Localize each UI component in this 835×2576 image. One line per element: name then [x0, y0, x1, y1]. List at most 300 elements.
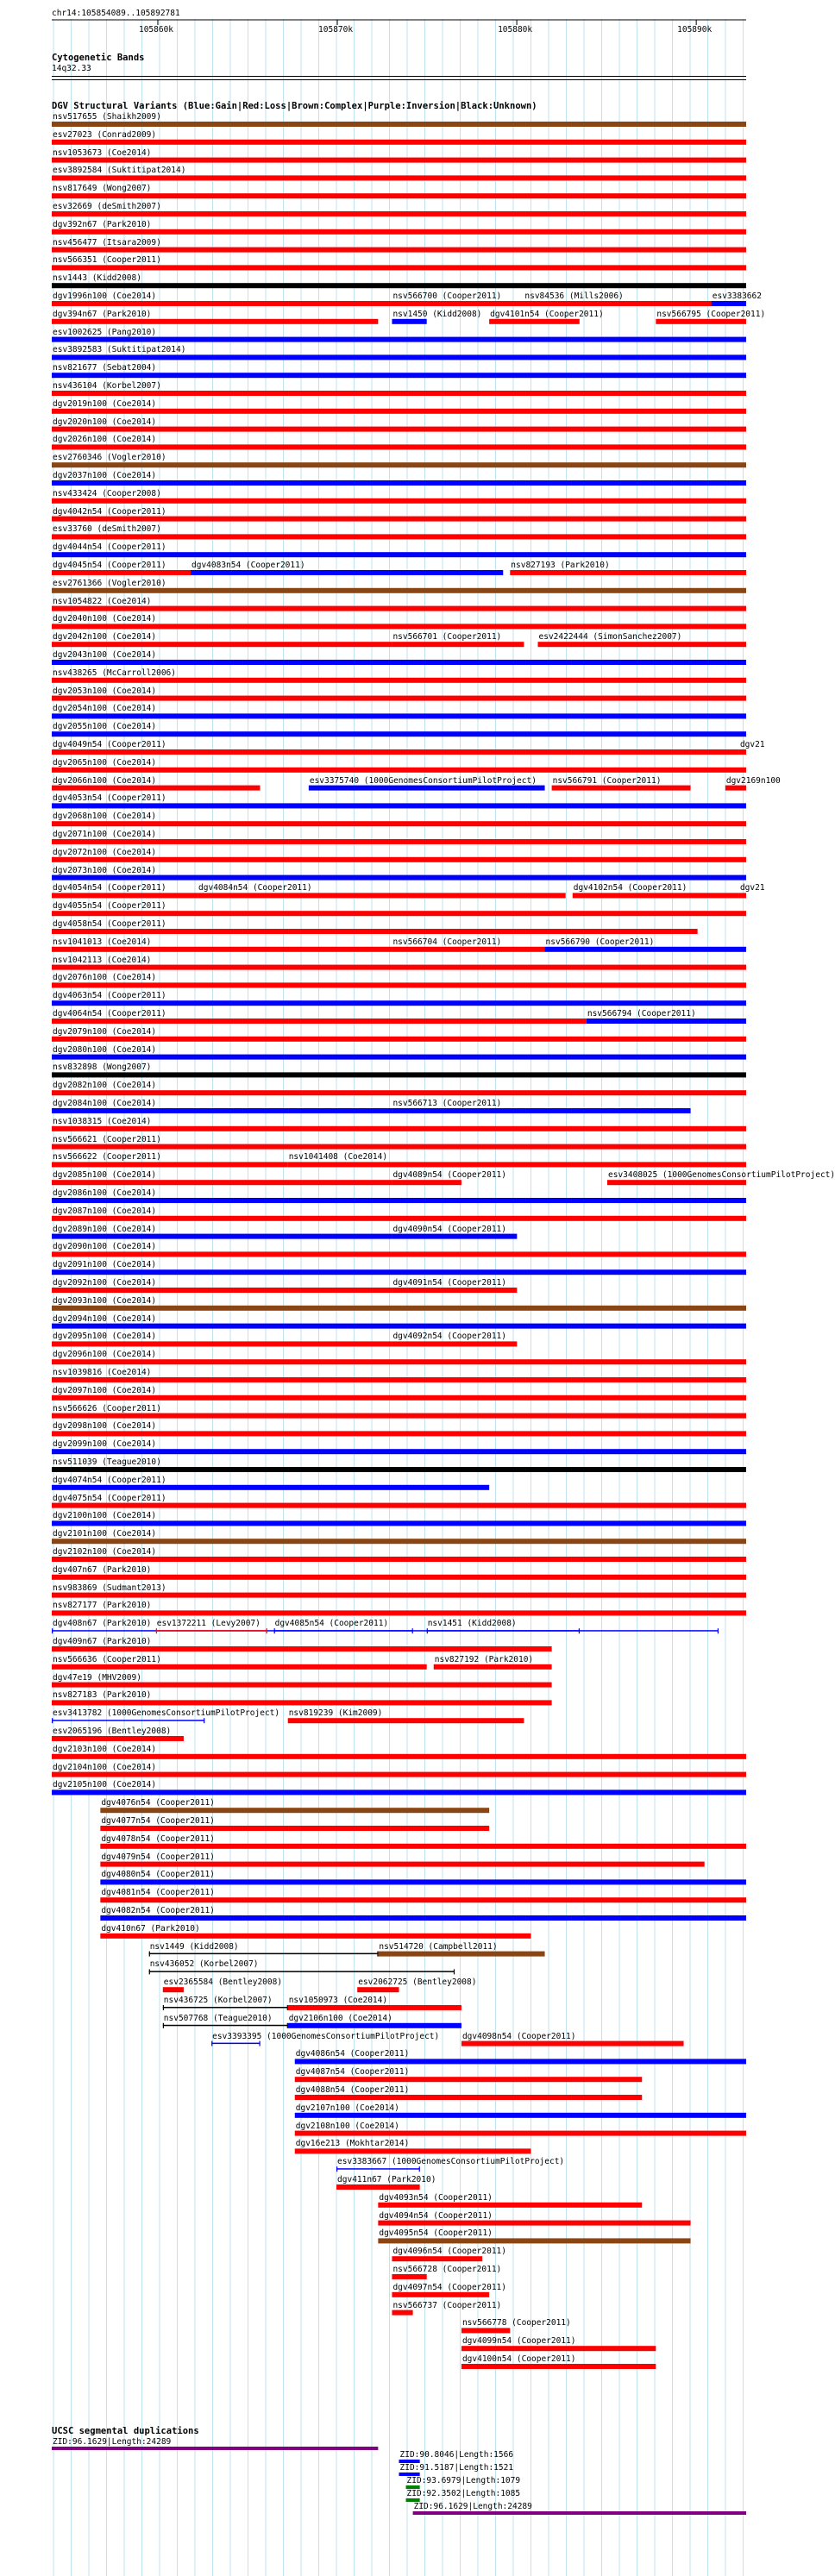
variant-bar[interactable]	[538, 642, 747, 647]
variant-label: dgv4091n54 (Cooper2011)	[392, 1278, 506, 1288]
variant-bar[interactable]	[295, 2095, 643, 2100]
variant-bar[interactable]	[52, 821, 746, 826]
variant-label: dgv4080n54 (Cooper2011)	[101, 1870, 215, 1880]
variant-bar[interactable]	[52, 1359, 746, 1364]
variant-bar[interactable]	[378, 1952, 544, 1957]
variant-label: esv1372211 (Levy2007)	[156, 1619, 261, 1629]
variant-label: nsv507768 (Teague2010)	[163, 2013, 273, 2023]
variant-bar[interactable]	[100, 1897, 746, 1902]
variant-bar[interactable]	[725, 786, 746, 791]
variant-bar[interactable]	[52, 1180, 392, 1185]
variant-bar[interactable]	[510, 570, 746, 575]
variant-bar[interactable]	[52, 786, 261, 791]
variant-label: nsv1042113 (Coe2014)	[53, 955, 152, 965]
variant-bar[interactable]	[288, 2023, 461, 2028]
variant-bar[interactable]	[52, 588, 746, 593]
variant-bar[interactable]	[545, 947, 746, 952]
variant-label: dgv2105n100 (Coe2014)	[53, 1780, 157, 1790]
variant-label: dgv2040n100 (Coe2014)	[53, 614, 157, 624]
ruler-tick-label: 105860k	[138, 25, 174, 34]
variant-label: dgv4088n54 (Cooper2011)	[295, 2085, 410, 2095]
variant-label: dgv4042n54 (Cooper2011)	[53, 506, 166, 517]
variant-label: dgv411n67 (Park2010)	[337, 2175, 436, 2184]
variant-label: dgv4055n54 (Cooper2011)	[53, 901, 166, 912]
variant-label: esv3413782 (1000GenomesConsortiumPilotProject)	[53, 1708, 280, 1719]
variant-bar[interactable]	[52, 122, 746, 127]
variant-bar[interactable]	[309, 786, 545, 791]
variant-bar[interactable]	[52, 1198, 746, 1203]
variant-label: nsv566728 (Cooper2011)	[392, 2265, 502, 2274]
variant-bar[interactable]	[52, 354, 746, 360]
variant-bar[interactable]	[52, 696, 746, 701]
variant-bar[interactable]	[489, 319, 580, 324]
variant-label: nsv1053673 (Coe2014)	[53, 147, 152, 158]
variant-bar[interactable]	[149, 1971, 455, 1972]
variant-bar[interactable]	[52, 1539, 746, 1544]
variant-bar[interactable]	[52, 337, 746, 342]
variant-label: dgv4064n54 (Cooper2011)	[53, 1009, 166, 1018]
variant-bar[interactable]	[607, 1180, 746, 1185]
segdup-bar[interactable]	[52, 2447, 378, 2450]
variant-label: dgv2026n100 (Coe2014)	[53, 435, 157, 445]
variant-bar[interactable]	[52, 444, 746, 449]
variant-bar[interactable]	[392, 642, 524, 647]
variant-label: nsv1041408 (Coe2014)	[288, 1152, 388, 1163]
variant-label: dgv2097n100 (Coe2014)	[53, 1385, 157, 1395]
segdup-track-header: UCSC segmental duplications	[52, 2426, 199, 2436]
variant-bar[interactable]	[52, 517, 746, 522]
variant-bar[interactable]	[378, 2238, 690, 2243]
segdup-label: ZID:93.6979|Length:1079	[406, 2476, 521, 2485]
variant-bar[interactable]	[434, 1664, 552, 1670]
variant-label: dgv4093n54 (Cooper2011)	[379, 2192, 493, 2203]
variant-label: dgv4045n54 (Cooper2011)	[53, 561, 166, 570]
variant-label: dgv2098n100 (Coe2014)	[53, 1421, 157, 1432]
variant-bar[interactable]	[52, 1377, 746, 1382]
variant-label: dgv409n67 (Park2010)	[53, 1637, 152, 1646]
variant-bar[interactable]	[52, 893, 198, 898]
variant-label: dgv4082n54 (Cooper2011)	[101, 1906, 215, 1915]
variant-bar[interactable]	[52, 283, 746, 288]
variant-label: dgv16e213 (Mokhtar2014)	[295, 2139, 410, 2149]
variant-bar[interactable]	[336, 2168, 420, 2170]
variant-bar[interactable]	[52, 1575, 746, 1580]
variant-bar[interactable]	[295, 2059, 746, 2064]
variant-bar[interactable]	[52, 1557, 746, 1562]
variant-bar[interactable]	[52, 768, 746, 773]
variant-label: dgv2020n100 (Coe2014)	[53, 417, 157, 427]
variant-label: nsv514720 (Campbell2011)	[379, 1941, 498, 1952]
variant-bar[interactable]	[461, 2364, 656, 2369]
variant-label: dgv1996n100 (Coe2014)	[53, 291, 157, 301]
variant-bar[interactable]	[295, 2131, 746, 2136]
variant-bar[interactable]	[52, 211, 746, 216]
variant-label: nsv1443 (Kidd2008)	[53, 273, 141, 284]
variant-bar[interactable]	[52, 1789, 746, 1795]
variant-label: nsv566794 (Cooper2011)	[587, 1009, 696, 1018]
variant-bar[interactable]	[52, 1736, 184, 1741]
variant-bar[interactable]	[739, 749, 746, 755]
variant-bar[interactable]	[52, 1126, 746, 1131]
variant-bar[interactable]	[52, 534, 746, 539]
variant-label: esv2422444 (SimonSanchez2007)	[538, 632, 682, 642]
variant-bar[interactable]	[52, 1449, 746, 1454]
variant-label: esv3892584 (Suktitipat2014)	[53, 166, 186, 176]
variant-label: dgv410n67 (Park2010)	[101, 1923, 200, 1934]
variant-bar[interactable]	[52, 965, 746, 970]
variant-label: dgv4044n54 (Cooper2011)	[53, 542, 166, 553]
variant-bar[interactable]	[100, 1915, 746, 1921]
variant-bar[interactable]	[739, 893, 746, 898]
variant-bar[interactable]	[52, 1000, 746, 1006]
variant-label: dgv2066n100 (Coe2014)	[53, 775, 157, 786]
variant-bar[interactable]	[392, 1234, 517, 1239]
variant-bar[interactable]	[52, 248, 746, 253]
variant-label: dgv4084n54 (Cooper2011)	[198, 883, 312, 893]
variant-label: dgv4054n54 (Cooper2011)	[53, 883, 166, 893]
variant-label: dgv4049n54 (Cooper2011)	[53, 740, 166, 749]
variant-bar[interactable]	[392, 1108, 690, 1113]
variant-label: dgv394n67 (Park2010)	[53, 309, 152, 319]
cytoband-header: Cytogenetic Bands	[52, 53, 145, 63]
variant-bar[interactable]	[52, 409, 746, 414]
variant-bar[interactable]	[52, 1288, 392, 1293]
variant-bar[interactable]	[52, 1324, 746, 1329]
variant-label: dgv408n67 (Park2010)	[53, 1619, 152, 1629]
variant-label: nsv983869 (Sudmant2013)	[53, 1583, 166, 1593]
variant-label: nsv436052 (Korbel2007)	[149, 1959, 259, 1970]
variant-bar[interactable]	[52, 749, 739, 755]
variant-bar[interactable]	[295, 2077, 643, 2082]
variant-bar[interactable]	[587, 1018, 746, 1024]
variant-bar[interactable]	[52, 1593, 746, 1598]
variant-label: dgv2072n100 (Coe2014)	[53, 847, 157, 857]
variant-bar[interactable]	[288, 1162, 746, 1167]
variant-bar[interactable]	[392, 2256, 482, 2261]
variant-bar[interactable]	[163, 2025, 288, 2027]
variant-bar[interactable]	[52, 1700, 552, 1705]
variant-bar[interactable]	[288, 1718, 524, 1723]
variant-bar[interactable]	[52, 140, 746, 145]
variant-label: nsv821677 (Sebat2004)	[53, 363, 157, 373]
variant-bar[interactable]	[712, 301, 746, 306]
variant-label: esv3375740 (1000GenomesConsortiumPilotProject)	[309, 775, 537, 786]
variant-label: esv1002625 (Pang2010)	[53, 327, 157, 337]
variant-label: nsv566701 (Cooper2011)	[392, 632, 502, 642]
variant-bar[interactable]	[295, 2113, 746, 2118]
variant-label: dgv4097n54 (Cooper2011)	[392, 2282, 506, 2292]
variant-bar[interactable]	[163, 2007, 288, 2009]
variant-label: esv3408025 (1000GenomesConsortiumPilotProject)	[608, 1170, 835, 1181]
variant-bar[interactable]	[100, 1844, 746, 1849]
variant-bar[interactable]	[461, 2328, 510, 2333]
variant-bar[interactable]	[427, 1630, 580, 1632]
variant-label: esv3892583 (Suktitipat2014)	[53, 345, 186, 355]
variant-bar[interactable]	[524, 301, 593, 306]
variant-bar[interactable]	[52, 678, 746, 683]
variant-label: dgv2079n100 (Coe2014)	[53, 1026, 157, 1037]
variant-label: nsv438265 (McCarroll2006)	[53, 668, 176, 678]
variant-bar[interactable]	[378, 2203, 642, 2208]
variant-label: nsv517655 (Shaikh2009)	[53, 112, 161, 122]
variant-bar[interactable]	[52, 1037, 746, 1042]
variant-bar[interactable]	[52, 480, 746, 486]
variant-label: dgv47e19 (MHV2009)	[53, 1672, 141, 1683]
variant-bar[interactable]	[52, 1251, 746, 1257]
variant-bar[interactable]	[52, 803, 746, 808]
variant-bar[interactable]	[100, 1862, 704, 1867]
variant-label: dgv2053n100 (Coe2014)	[53, 686, 157, 696]
variant-label: nsv566622 (Cooper2011)	[53, 1152, 161, 1163]
variant-label: dgv4094n54 (Cooper2011)	[379, 2210, 493, 2221]
variant-label: dgv2019n100 (Coe2014)	[53, 398, 157, 409]
variant-bar[interactable]	[52, 1610, 746, 1615]
variant-label: dgv4096n54 (Cooper2011)	[392, 2247, 506, 2257]
variant-bar[interactable]	[52, 1216, 746, 1221]
variant-bar[interactable]	[392, 301, 489, 306]
variant-label: dgv4085n54 (Cooper2011)	[274, 1619, 389, 1629]
variant-label: dgv2037n100 (Coe2014)	[53, 471, 157, 480]
variant-bar[interactable]	[52, 857, 746, 862]
variant-bar[interactable]	[52, 427, 746, 432]
variant-bar[interactable]	[461, 2041, 684, 2046]
position-label: chr14:105854089..105892781	[52, 9, 180, 18]
variant-label: dgv2071n100 (Coe2014)	[53, 830, 157, 839]
variant-label: dgv4095n54 (Cooper2011)	[379, 2228, 493, 2239]
variant-bar[interactable]	[52, 1754, 746, 1759]
variant-label: dgv2065n100 (Coe2014)	[53, 757, 157, 768]
variant-bar[interactable]	[52, 1485, 489, 1490]
variant-bar[interactable]	[52, 391, 746, 396]
variant-bar[interactable]	[392, 1341, 517, 1346]
variant-label: dgv2099n100 (Coe2014)	[53, 1439, 157, 1450]
variant-bar[interactable]	[52, 1520, 746, 1526]
variant-label: dgv4053n54 (Cooper2011)	[53, 793, 166, 804]
variant-bar[interactable]	[52, 1664, 427, 1670]
variant-bar[interactable]	[52, 1162, 288, 1167]
variant-label: dgv2102n100 (Coe2014)	[53, 1547, 157, 1557]
variant-bar[interactable]	[295, 2148, 531, 2153]
variant-label: nsv566700 (Cooper2011)	[392, 291, 502, 301]
variant-bar[interactable]	[392, 1288, 517, 1293]
variant-bar[interactable]	[52, 1503, 746, 1508]
variant-label: dgv4081n54 (Cooper2011)	[101, 1888, 215, 1898]
variant-bar[interactable]	[149, 1953, 379, 1955]
cytoband-label: 14q32.33	[52, 64, 91, 73]
variant-label: dgv2054n100 (Coe2014)	[53, 704, 157, 714]
variant-label: dgv4102n54 (Cooper2011)	[573, 883, 687, 893]
variant-bar[interactable]	[357, 1987, 399, 1992]
variant-label: dgv2094n100 (Coe2014)	[53, 1313, 157, 1324]
variant-label: nsv827192 (Park2010)	[434, 1654, 534, 1664]
variant-label: nsv827183 (Park2010)	[53, 1690, 152, 1701]
variant-bar[interactable]	[52, 1234, 392, 1239]
variant-label: dgv2073n100 (Coe2014)	[53, 865, 157, 875]
variant-bar[interactable]	[52, 875, 746, 881]
variant-bar[interactable]	[52, 929, 698, 934]
variant-label: nsv566626 (Cooper2011)	[53, 1403, 161, 1413]
variant-label: dgv2108n100 (Coe2014)	[295, 2121, 399, 2131]
variant-bar[interactable]	[52, 1072, 746, 1077]
variant-bar[interactable]	[52, 1306, 746, 1311]
variant-bar[interactable]	[573, 893, 739, 898]
variant-label: esv3393395 (1000GenomesConsortiumPilotProject)	[212, 2031, 440, 2041]
variant-label: dgv2084n100 (Coe2014)	[53, 1099, 157, 1108]
ruler-tick-label: 105870k	[318, 25, 354, 34]
variant-bar[interactable]	[52, 193, 746, 198]
variant-label: nsv1451 (Kidd2008)	[427, 1619, 517, 1629]
variant-bar[interactable]	[52, 1720, 204, 1721]
variant-bar[interactable]	[100, 1826, 489, 1831]
variant-label: nsv1054822 (Coe2014)	[53, 596, 152, 606]
variant-label: dgv4077n54 (Cooper2011)	[101, 1816, 215, 1826]
variant-bar[interactable]	[198, 893, 566, 898]
variant-label: dgv2043n100 (Coe2014)	[53, 650, 157, 660]
variant-label: nsv832898 (Wong2007)	[53, 1062, 152, 1073]
variant-label: nsv827193 (Park2010)	[511, 561, 610, 570]
variant-bar[interactable]	[392, 947, 544, 952]
variant-bar[interactable]	[163, 1987, 184, 1992]
segdup-label: ZID:96.1629|Length:24289	[413, 2502, 532, 2511]
variant-bar[interactable]	[52, 1018, 587, 1024]
variant-label: dgv4087n54 (Cooper2011)	[295, 2067, 410, 2078]
variant-bar[interactable]	[52, 175, 746, 180]
variant-bar[interactable]	[52, 1395, 746, 1401]
variant-bar[interactable]	[52, 713, 746, 718]
variant-bar[interactable]	[52, 911, 746, 916]
variant-bar[interactable]	[52, 1646, 552, 1652]
variant-bar[interactable]	[52, 1467, 746, 1472]
variant-label: dgv2055n100 (Coe2014)	[53, 722, 157, 732]
variant-label: dgv2093n100 (Coe2014)	[53, 1295, 157, 1306]
variant-bar[interactable]	[52, 373, 746, 378]
cytoband-line-2	[52, 79, 746, 80]
variant-label: esv2760346 (Vogler2010)	[53, 453, 166, 463]
variant-bar[interactable]	[52, 982, 746, 987]
variant-bar[interactable]	[52, 1413, 746, 1419]
variant-label: dgv21	[739, 740, 765, 749]
variant-bar[interactable]	[52, 319, 378, 324]
variant-label: dgv2076n100 (Coe2014)	[53, 973, 157, 983]
variant-label: dgv4058n54 (Cooper2011)	[53, 919, 166, 929]
variant-label: dgv4101n54 (Cooper2011)	[490, 309, 604, 319]
variant-bar[interactable]	[52, 1683, 552, 1688]
variant-label: nsv456477 (Itsara2009)	[53, 237, 161, 248]
variant-bar[interactable]	[52, 265, 746, 270]
variant-bar[interactable]	[52, 462, 746, 467]
variant-label: dgv4075n54 (Cooper2011)	[53, 1493, 166, 1503]
variant-bar[interactable]	[274, 1630, 413, 1632]
variant-bar[interactable]	[100, 1934, 531, 1939]
variant-bar[interactable]	[100, 1879, 746, 1884]
variant-bar[interactable]	[52, 839, 746, 844]
variant-label: nsv817649 (Wong2007)	[53, 184, 152, 194]
variant-bar[interactable]	[552, 786, 691, 791]
variant-bar[interactable]	[392, 2310, 412, 2316]
variant-label: nsv566621 (Cooper2011)	[53, 1134, 161, 1144]
variant-label: nsv566636 (Cooper2011)	[53, 1654, 161, 1664]
variant-bar[interactable]	[461, 2346, 656, 2351]
variant-label: nsv566795 (Cooper2011)	[656, 309, 766, 319]
variant-bar[interactable]	[52, 1431, 746, 1436]
segdup-bar[interactable]	[413, 2511, 746, 2515]
variant-label: dgv2068n100 (Coe2014)	[53, 812, 157, 822]
variant-bar[interactable]	[52, 1772, 746, 1777]
variant-bar[interactable]	[52, 1108, 392, 1113]
variant-label: dgv2086n100 (Coe2014)	[53, 1188, 157, 1198]
variant-bar[interactable]	[100, 1808, 489, 1813]
variant-bar[interactable]	[52, 1144, 746, 1150]
variant-label: dgv4086n54 (Cooper2011)	[295, 2049, 410, 2059]
variant-bar[interactable]	[52, 660, 746, 665]
variant-label: nsv566351 (Cooper2011)	[53, 255, 161, 266]
variant-label: nsv1038315 (Coe2014)	[53, 1116, 152, 1126]
variant-label: nsv566791 (Cooper2011)	[552, 775, 662, 786]
variant-bar[interactable]	[52, 498, 746, 504]
variant-bar[interactable]	[52, 158, 746, 163]
variant-bar[interactable]	[378, 2221, 690, 2226]
variant-bar[interactable]	[52, 606, 746, 611]
variant-label: dgv392n67 (Park2010)	[53, 219, 152, 229]
variant-bar[interactable]	[156, 1630, 267, 1632]
variant-label: nsv566713 (Cooper2011)	[392, 1099, 502, 1108]
variant-bar[interactable]	[52, 229, 746, 235]
variant-bar[interactable]	[52, 731, 746, 736]
variant-bar[interactable]	[52, 552, 746, 557]
variant-label: esv32669 (deSmith2007)	[53, 202, 161, 211]
variant-bar[interactable]	[52, 570, 191, 575]
segdup-label: ZID:90.8046|Length:1566	[399, 2450, 514, 2460]
variant-bar[interactable]	[52, 1090, 746, 1095]
variant-label: esv2062725 (Bentley2008)	[358, 1977, 477, 1988]
variant-bar[interactable]	[52, 1055, 746, 1060]
variant-label: dgv4074n54 (Cooper2011)	[53, 1475, 166, 1485]
variant-bar[interactable]	[211, 2043, 260, 2045]
variant-label: dgv2042n100 (Coe2014)	[53, 632, 157, 642]
variant-bar[interactable]	[336, 2184, 420, 2190]
dgv-track-header: DGV Structural Variants (Blue:Gain|Red:Loss|Brown:Complex|Purple:Inversion|Black:Unknown)	[52, 101, 537, 111]
variant-label: dgv407n67 (Park2010)	[53, 1564, 152, 1575]
variant-label: dgv2082n100 (Coe2014)	[53, 1081, 157, 1091]
variant-label: nsv84536 (Mills2006)	[524, 291, 624, 301]
variant-bar[interactable]	[52, 624, 746, 629]
variant-bar[interactable]	[392, 1180, 461, 1185]
variant-label: nsv1039816 (Coe2014)	[53, 1368, 152, 1377]
variant-bar[interactable]	[656, 319, 746, 324]
variant-label: dgv4063n54 (Cooper2011)	[53, 991, 166, 1001]
variant-bar[interactable]	[392, 319, 426, 324]
variant-label: esv2365584 (Bentley2008)	[163, 1977, 283, 1988]
variant-bar[interactable]	[52, 1341, 392, 1346]
variant-bar[interactable]	[52, 1269, 746, 1275]
variant-label: nsv436725 (Korbel2007)	[163, 1996, 273, 2005]
variant-label: esv3383662	[712, 291, 762, 301]
variant-bar[interactable]	[392, 2292, 489, 2297]
variant-bar[interactable]	[191, 570, 503, 575]
variant-label: dgv2107n100 (Coe2014)	[295, 2103, 399, 2113]
variant-label: esv27023 (Conrad2009)	[53, 129, 157, 140]
variant-label: dgv2092n100 (Coe2014)	[53, 1278, 157, 1288]
variant-label: dgv2169n100	[725, 775, 781, 786]
variant-label: nsv1041013 (Coe2014)	[53, 937, 152, 947]
variant-label: nsv436104 (Korbel2007)	[53, 381, 161, 391]
variant-bar[interactable]	[392, 2274, 426, 2279]
variant-bar[interactable]	[52, 947, 392, 952]
variant-bar[interactable]	[52, 642, 392, 647]
variant-label: dgv2101n100 (Coe2014)	[53, 1529, 157, 1539]
variant-label: nsv566704 (Cooper2011)	[392, 937, 502, 947]
variant-bar[interactable]	[288, 2005, 461, 2010]
